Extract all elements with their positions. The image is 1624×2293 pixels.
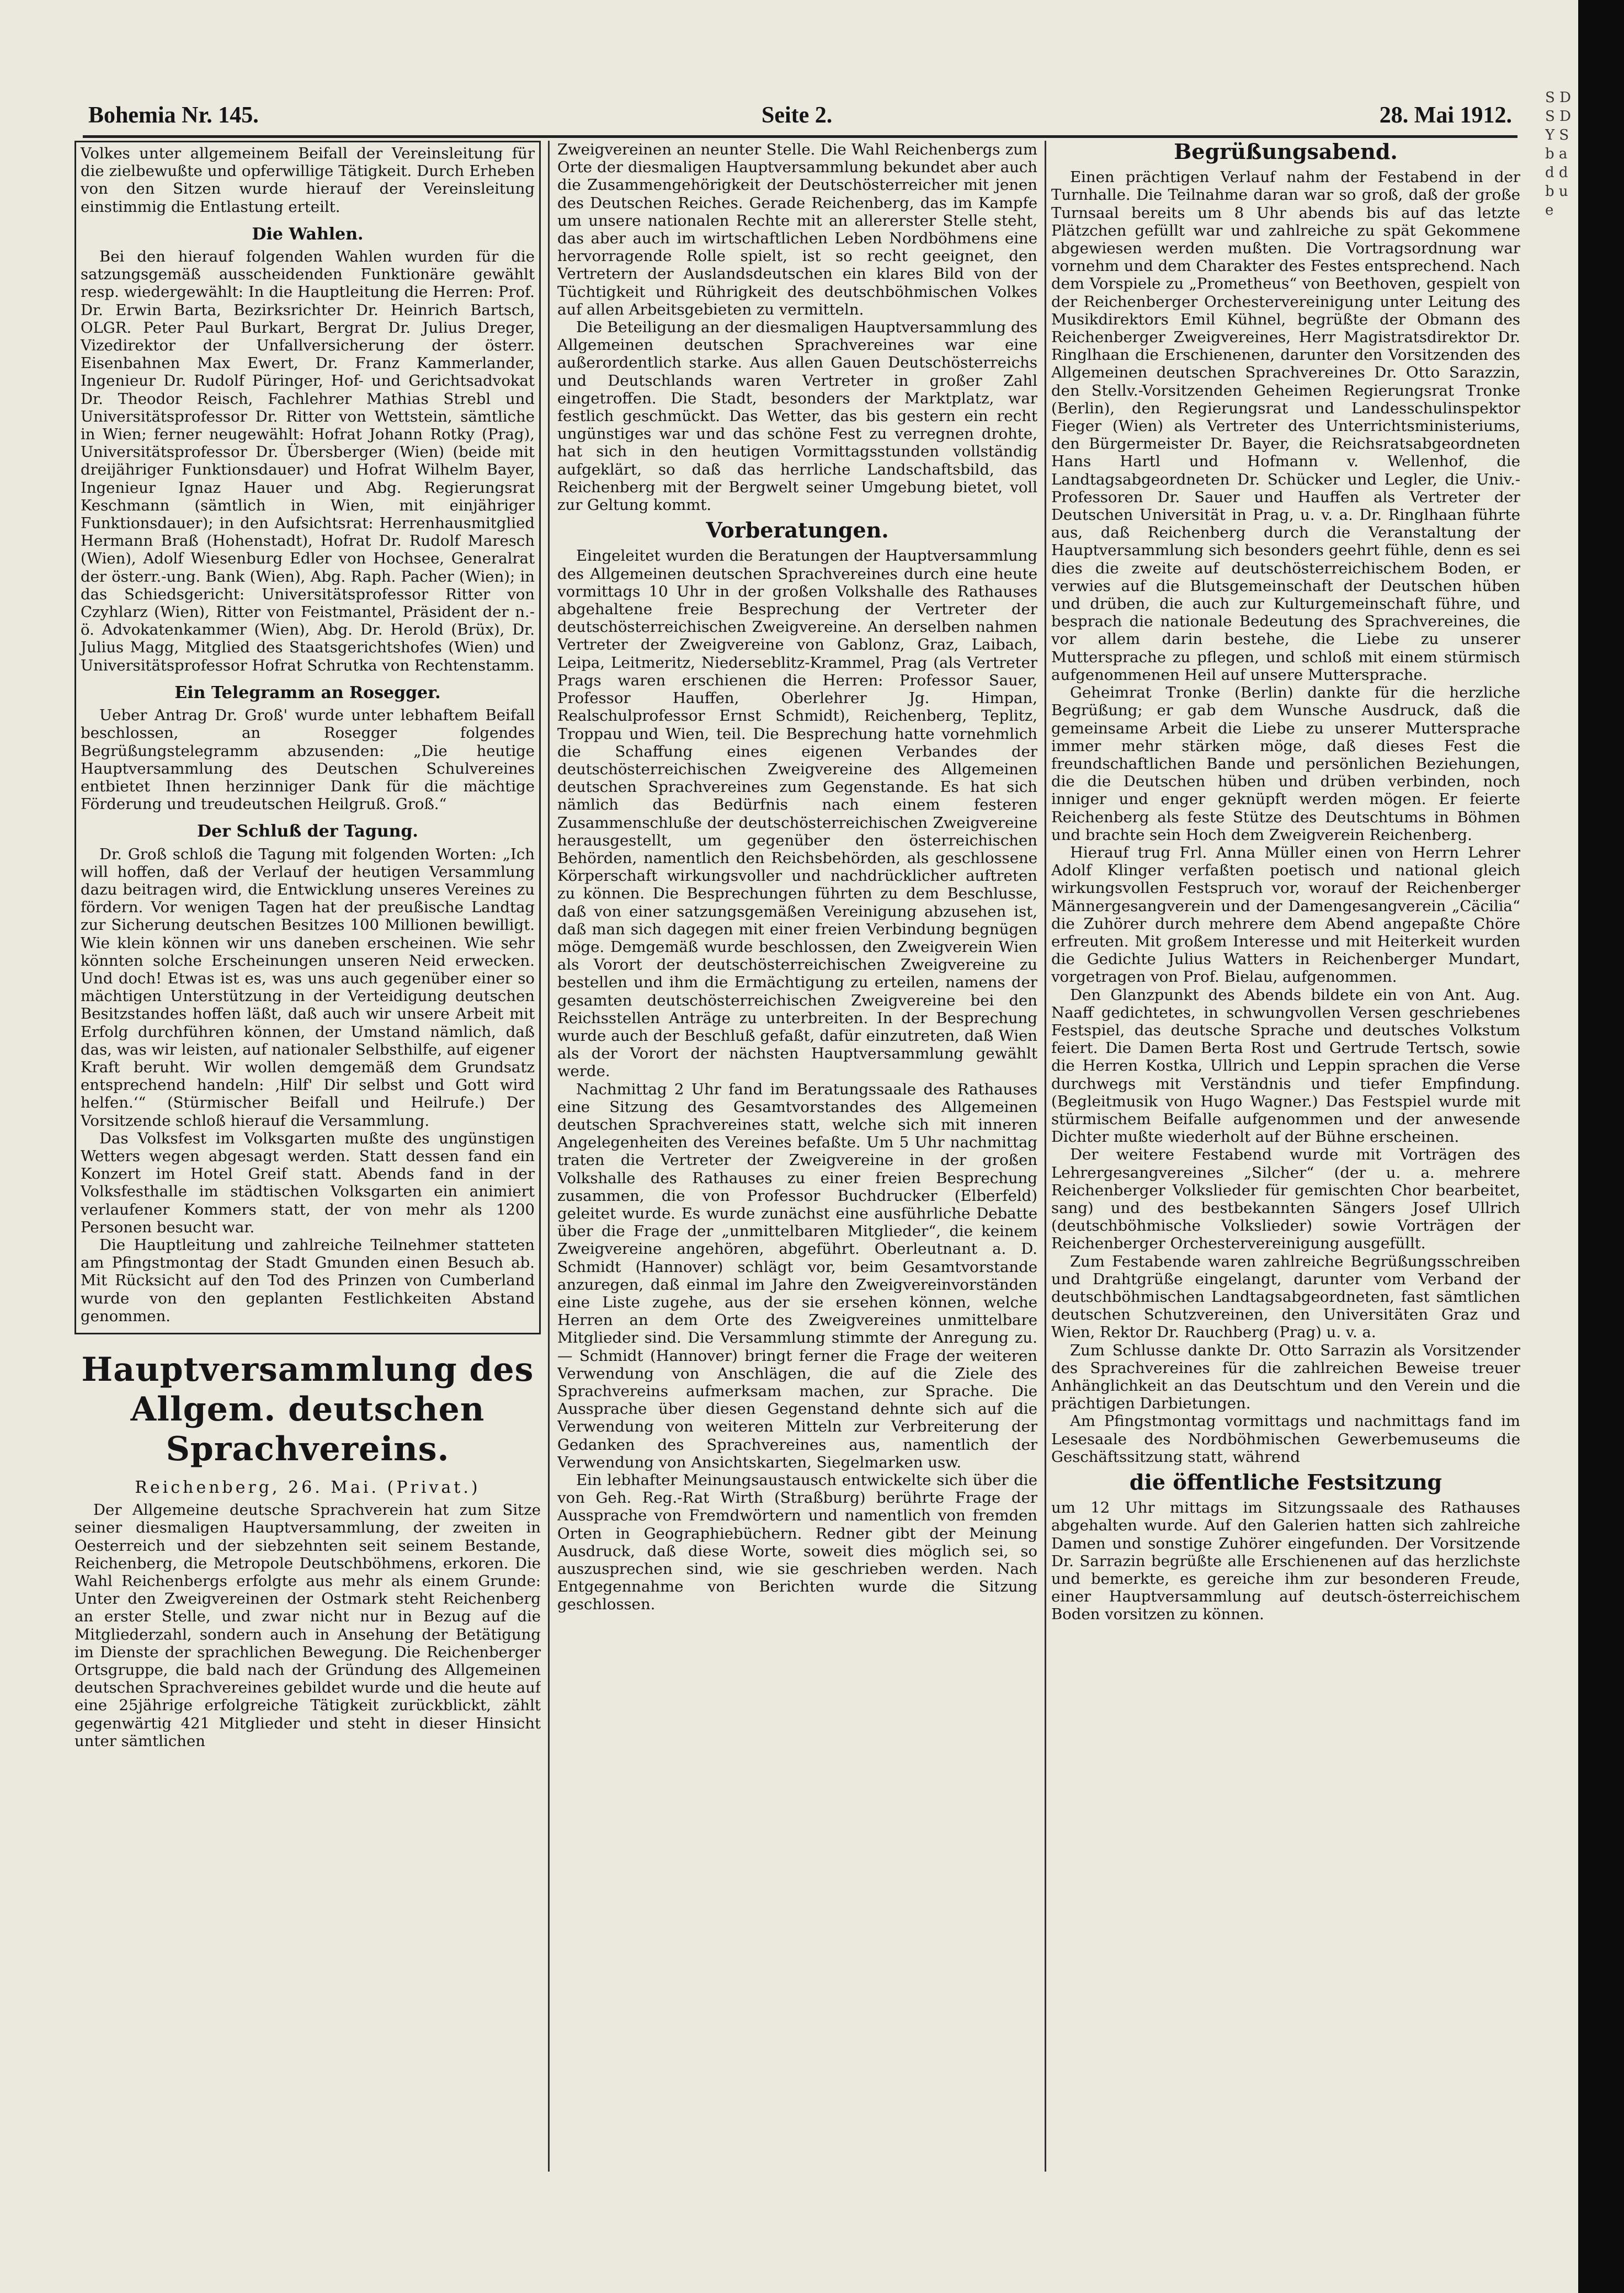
paragraph: Der weitere Festabend wurde mit Vorträgen des Lehrergesangvereines „Silcher“ (der u. a. mehrere Reichenberger Volkslieder für gemischten Chor bearbeitet, sang) und des bestbekannten Sängers Josef Ullrich (deutschböhmische Volkslieder) sowie Vorträgen der Reichenberger Orchestervereinigung ausgefüllt. bbox=[1051, 1146, 1520, 1253]
paragraph: Zum Festabende waren zahlreiche Begrüßungsschreiben und Drahtgrüße eingelangt, darunter vom Verband der deutschböhmischen Landtagsabgeordneten, fast sämtlichen deutschen Schutzvereinen, den Universitäten Graz und Wien, Rektor Dr. Rauchberg (Prag) u. v. a. bbox=[1051, 1252, 1520, 1342]
paragraph: Nachmittag 2 Uhr fand im Beratungssaale des Rathauses eine Sitzung des Gesamtvorstandes des Allgemeinen deutschen Sprachvereines statt, welche sich mit inneren Angelegenheiten des Vereines befaßte. Um 5 Uhr nachmittag traten die Vertreter der Zweigvereine in der großen Volkshalle des Rathauses zu einer freien Besprechung zusammen, die von Professor Buchdrucker (Elberfeld) geleitet wurde. Es wurde zunächst eine ausführliche Debatte über die Frage der „unmittelbaren Mitglieder“, die keinem Zweigvereine angehören, abgeführt. Oberleutnant a. D. Schmidt (Hannover) schlägt vor, beim Gesamtvorstande anzuregen, daß einmal im Jahre den Zweigvereinvorständen eine Liste zugehe, aus der sie ersehen können, welche Herren an dem Orte des Zweigvereines unmittelbare Mitglieder sind. Die Versammlung stimmte der Anregung zu. — Schmidt (Hannover) bringt ferner die Frage der weiteren Verwendung von Anschlägen, die auf die Ziele des Sprachvereins aufmerksam machen, zur Sprache. Die Aussprache über diesen Gegenstand dehnte sich auf die Verwendung von weiteren Mitteln zur Verbreiterung der Gedanken des Sprachvereines aus, namentlich der Verwendung von Ansichtskarten, Siegelmarken usw. bbox=[557, 1080, 1037, 1471]
section-heading-festsitzung: die öffentliche Festsitzung bbox=[1129, 1470, 1442, 1495]
paragraph: Ueber Antrag Dr. Groß' wurde unter lebhaftem Beifall beschlossen, an Rosegger folgendes Begrüßungstelegramm abzusenden: „Die heutige Hauptversammlung des Deutschen Schulvereines entbietet Ihnen herzinniger Dank für die mächtige Förderung und treudeutschen Heilgruß. Groß.“ bbox=[81, 706, 535, 813]
paragraph: Hierauf trug Frl. Anna Müller einen von Herrn Lehrer Adolf Klinger verfaßten poetisch und national gleich wirkungsvollen Festspruch vor, worauf der Reichenberger Männergesangverein und der Damengesangverein „Cäcilia“ die Zuhörer durch mehrere dem Abend angepaßte Chöre erfreuten. Mit großem Interesse und mit Heiterkeit wurden die Gedichte Julius Watters in Reichenberger Mundart, vorgetragen von Prof. Bielau, aufgenommen. bbox=[1051, 843, 1520, 986]
article-title: Hauptversammlung des Allgem. deutschen Sprachvereins. bbox=[81, 1350, 534, 1469]
paragraph: Einen prächtigen Verlauf nahm der Festabend in der Turnhalle. Die Teilnahme daran war so groß, daß der große Turnsaal bereits um 8 Uhr abends bis auf das letzte Plätzchen gefüllt war und zahlreiche zu spät Gekommene abgewiesen werden mußten. Die Vortragsordnung war vornehm und dem Charakter des Festes entsprechend. Nach dem Vorspiele zu „Prometheus“ von Beethoven, gespielt von der Reichenberger Orchestervereinigung unter Leitung des Musikdirektors Emil Kühnel, begrüßte der Obmann des Reichenberger Zweigvereines, Herr Magistratsdirektor Dr. Ringlhaan die Erschienenen, darunter den Vorsitzenden des Allgemeinen deutschen Sprachvereines Dr. Otto Sarazzin, den Stellv.-Vorsitzenden Geheimen Regierungsrat Tronke (Berlin), den Regierungsrat und Landesschulinspektor Fieger (Wien) als Vertreter des Unterrichtsministeriums, den Bürgermeister Dr. Bayer, die Reichsratsabgeordneten Hans Hartl und Hofmann v. Wellenhof, die Landtagsabgeordneten Dr. Schücker und Legler, die Univ.-Professoren Dr. Sauer und Hauffen als Vertreter der Deutschen Universität in Prag, u. v. a. Dr. Ringlhaan führte aus, daß Reichenberg durch die Veranstaltung der Hauptversammlung sich besonders geehrt fühle, denn es sei dies die zweite auf deutschösterreichischem Boden, er verwies auf die Blutsgemeinschaft der Deutschen hüben und drüben, die auch zur Kulturgemeinschaft führe, und besprach die nationale Bedeutung des Sprachvereines, die vor allem darin bestehe, die Liebe zu unserer Muttersprache zu pflegen, und schloß mit einem stürmisch aufgenommenen Heil auf unsere Muttersprache. bbox=[1051, 168, 1520, 684]
section-heading-schluss: Der Schluß der Tagung. bbox=[197, 822, 418, 842]
column-3 bbox=[1051, 141, 1520, 2238]
paragraph: Das Volksfest im Volksgarten mußte des ungünstigen Wetters wegen abgesagt werden. Statt dessen fand ein Konzert im Hotel Greif statt. Abends fand in der Volksfesthalle im städtischen Volksgarten ein animiert verlaufener Kommers statt, der von mehr als 1200 Personen besucht war. bbox=[81, 1129, 535, 1236]
paragraph: Volkes unter allgemeinem Beifall der Vereinsleitung für die zielbewußte und opferwillige Tätigkeit. Durch Erheben von den Sitzen wurde hierauf der Vereinsleitung einstimmig die Entlastung erteilt. bbox=[81, 145, 535, 216]
column-rule-2 bbox=[1045, 141, 1046, 2172]
paragraph: um 12 Uhr mittags im Sitzungssaale des Rathauses abgehalten wurde. Auf den Galerien hatten sich zahlreiche Damen und sonstige Zuhörer eingefunden. Der Vorsitzende Dr. Sarrazin begrüßte alle Erschienenen auf das herzlichste und bemerkte, es gereiche ihm zur besonderen Freude, einer Hauptversammlung auf deutsch-österreichischem Boden vorsitzen zu können. bbox=[1051, 1499, 1520, 1624]
paragraph: Zum Schlusse dankte Dr. Otto Sarrazin als Vorsitzender des Sprachvereines für die zahlreichen Beweise treuer Anhänglichkeit an das Deutschtum und den Verein und die prächtigen Darbietungen. bbox=[1051, 1341, 1520, 1413]
adjacent-page-edge-text: S D S D Y S b a d d b u e bbox=[1545, 89, 1571, 219]
column-1 bbox=[74, 141, 541, 2238]
scan-edge bbox=[1578, 0, 1624, 2293]
section-heading-begruessungsabend: Begrüßungsabend. bbox=[1174, 141, 1398, 164]
paragraph: Die Hauptleitung und zahlreiche Teilnehmer statteten am Pfingstmontag der Stadt Gmunden einen Besuch ab. Mit Rücksicht auf den Tod des Prinzen von Cumberland wurde von den geplanten Festlichkeiten Abstand genommen. bbox=[81, 1236, 535, 1325]
header-paper-issue: Bohemia Nr. 145. bbox=[88, 103, 259, 128]
paragraph: Die Beteiligung an der diesmaligen Hauptversammlung des Allgemeinen deutschen Sprachvereines war eine außerordentlich starke. Aus allen Gauen Deutschösterreichs und Deutschlands waren Vertreter in großer Zahl eingetroffen. Die Stadt, besonders der Marktplatz, war festlich geschmückt. Das Wetter, das bis gestern ein recht ungünstiges war und das schöne Fest zu verregnen drohte, hat sich in den heutigen Vormittagsstunden vollständig aufgeklärt, so daß das herrliche Landschaftsbild, das Reichenberg mit der Bergwelt seiner Umgebung bietet, voll zur Geltung kommt. bbox=[557, 318, 1037, 514]
paragraph: Bei den hierauf folgenden Wahlen wurden für die satzungsgemäß ausscheidenden Funktionäre gewählt resp. wiedergewählt: In die Hauptleitung die Herren: Prof. Dr. Erwin Barta, Bezirksrichter Dr. Heinrich Bartsch, OLGR. Peter Paul Burkart, Bergrat Dr. Julius Dreger, Vizedirektor der Unfallversicherung der österr. Eisenbahnen Max Ewert, Dr. Franz Kammerlander, Ingenieur Dr. Rudolf Püringer, Hof- und Gerichtsadvokat Dr. Theodor Reisch, Fachlehrer Mathias Strebl und Universitätsprofessor Dr. Ritter von Wettstein, sämtliche in Wien; ferner neugewählt: Hofrat Johann Rotky (Prag), Universitätsprofessor Dr. Übersberger (Wien) (beide mit dreijähriger Funktionsdauer) und Hofrat Wilhelm Bayer, Ingenieur Ignaz Hauer und Abg. Regierungsrat Keschmann (sämtlich in Wien, mit einjähriger Funktionsdauer); in den Aufsichtsrat: Herrenhausmitglied Hermann Braß (Hohenstadt), Hofrat Dr. Rudolf Maresch (Wien), Adolf Wiesenburg Edler von Hochsee, Generalrat der österr.-ung. Bank (Wien), Abg. Raph. Pacher (Wien); in das Schiedsgericht: Universitätsprofessor Ritter von Czyhlarz (Wien), Ritter von Feistmantel, Präsident der n.-ö. Advokatenkammer (Wien), Abg. Dr. Herold (Brüx), Dr. Julius Magg, Mitglied des Staatsgerichtshofes (Wien) und Universitätsprofessor Hofrat Schrutka von Rechtenstamm. bbox=[81, 248, 535, 674]
schulverein-report-box bbox=[74, 141, 541, 1334]
article-dateline: Reichenberg, 26. Mai. (Privat.) bbox=[135, 1478, 481, 1497]
paragraph: Der Allgemeine deutsche Sprachverein hat zum Sitze seiner diesmaligen Hauptversammlung, der zweiten in Oesterreich und der siebzehnten seit seinem Bestande, Reichenberg, die Metropole Deutschböhmens, erkoren. Die Wahl Reichenbergs erfolgte aus mehr als einem Grunde: Unter den Zweigvereinen der Ostmark steht Reichenberg an erster Stelle, und zwar nicht nur in Bezug auf die Mitgliederzahl, sondern auch in Ansehung der Betätigung im Dienste der sprachlichen Bewegung. Die Reichenberger Ortsgruppe, die bald nach der Gründung des Allgemeinen deutschen Sprachvereines gebildet wurde und die heute auf eine 25jährige erfolgreiche Tätigkeit zurückblickt, zählt gegenwärtig 421 Mitglieder und steht in dieser Hinsicht unter sämtlichen bbox=[74, 1501, 541, 1750]
column-rule-1 bbox=[548, 141, 550, 2172]
column-2 bbox=[557, 141, 1037, 2238]
paragraph: Den Glanzpunkt des Abends bildete ein von Ant. Aug. Naaff gedichtetes, in schwungvollen Versen geschriebenes Festspiel, das deutsche Sprache und deutsches Volkstum feiert. Die Damen Berta Rost und Gertrude Tertsch, sowie die Herren Kostka, Ullrich und Leppin sprachen die Verse durchwegs mit Verständnis und tiefer Empfindung. (Begleitmusik von Hugo Wagner.) Das Festspiel wurde mit stürmischem Beifalle aufgenommen und der anwesende Dichter mußte wiederholt auf der Bühne erscheinen. bbox=[1051, 986, 1520, 1146]
section-heading-wahlen: Die Wahlen. bbox=[252, 224, 364, 244]
section-heading-vorberatungen: Vorberatungen. bbox=[706, 518, 889, 543]
paragraph: Dr. Groß schloß die Tagung mit folgenden Worten: „Ich will hoffen, daß der Verlauf der heutigen Versammlung dazu beitragen wird, die Entwicklung unseres Vereines zu fördern. Vor wenigen Tagen hat der preußische Landtag zur Sicherung deutschen Besitzes 100 Millionen bewilligt. Wie klein können wir uns daneben erscheinen. Wie sehr könnten solche Erscheinungen unseren Neid erwecken. Und doch! Etwas ist es, was uns auch gegenüber einer so mächtigen Unterstützung in der Verteidigung deutschen Besitzstandes hoffen läßt, daß auch wir unsere Arbeit mit Erfolg durchführen können, der Umstand nämlich, daß das, was wir leisten, auf nationaler Selbsthilfe, auf eigener Kraft beruht. Wir wollen demgemäß dem Grundsatz entsprechend handeln: ‚Hilf' Dir selbst und Gott wird helfen.‘“ (Stürmischer Beifall und Heilrufe.) Der Vorsitzende schloß hierauf die Versammlung. bbox=[81, 845, 535, 1130]
paragraph: Ein lebhafter Meinungsaustausch entwickelte sich über die von Geh. Reg.-Rat Wirth (Straßburg) berührte Frage der Aussprache von Fremdwörtern und namentlich von fremden Orten in Geographiebüchern. Redner gibt der Meinung Ausdruck, daß diese Worte, soweit dies möglich sei, so auszusprechen sind, wie sie geschrieben werden. Nach Entgegennahme von Berichten wurde die Sitzung geschlossen. bbox=[557, 1471, 1037, 1614]
header-page-number: Seite 2. bbox=[762, 103, 833, 128]
page-header bbox=[83, 102, 1517, 138]
paragraph: Zweigvereinen an neunter Stelle. Die Wahl Reichenbergs zum Orte der diesmaligen Hauptversammlung bekundet aber auch die Zusammengehörigkeit der Deutschösterreicher mit jenen des Deutschen Reiches. Gerade Reichenberg, das im Kampfe um unsere nationalen Rechte mit an allererster Stelle steht, das aber auch im wirtschaftlichen Leben Nordböhmens eine hervorragende Rolle spielt, ist so recht geeignet, den Vertretern der Auslandsdeutschen ein klares Bild von der Tüchtigkeit und Rührigkeit des deutschböhmischen Volkes auf allen Arbeitsgebieten zu vermitteln. bbox=[557, 141, 1037, 318]
header-date: 28. Mai 1912. bbox=[1379, 103, 1512, 128]
section-heading-telegramm: Ein Telegramm an Rosegger. bbox=[174, 683, 441, 703]
paragraph: Am Pfingstmontag vormittags und nachmittags fand im Lesesaale des Nordböhmischen Gewerbemuseums die Geschäftssitzung statt, während bbox=[1051, 1412, 1520, 1466]
paragraph: Geheimrat Tronke (Berlin) dankte für die herzliche Begrüßung; er gab dem Wunsche Ausdruck, daß die gemeinsame Arbeit die Liebe zu unserer Muttersprache immer mehr stärken möge, daß dieses Fest die freundschaftlichen Bande und persönlichen Beziehungen, die die Deutschen hüben und drüben verbinden, noch inniger und enger geknüpft werden mögen. Er feierte Reichenberg als feste Stütze des Deutschtums in Böhmen und brachte sein Hoch dem Zweigverein Reichenberg. bbox=[1051, 684, 1520, 844]
paragraph: Eingeleitet wurden die Beratungen der Hauptversammlung des Allgemeinen deutschen Sprachvereines durch eine heute vormittags 10 Uhr in der großen Volkshalle des Rathauses abgehaltene freie Besprechung der Vertreter der deutschösterreichischen Zweigvereine. An derselben nahmen Vertreter der Zweigvereine von Gablonz, Graz, Laibach, Leipa, Leitmeritz, Niederseblitz-Krammel, Prag (als Vertreter Prags waren erschienen die Herren: Professor Sauer, Professor Hauffen, Oberlehrer Jg. Himpan, Realschulprofessor Ernst Schmidt), Reichenberg, Teplitz, Troppau und Wien, teil. Die Besprechung hatte vornehmlich die Schaffung eines eigenen Verbandes der deutschösterreichischen Zweigvereine des Allgemeinen deutschen Sprachvereines zum Gegenstande. Es hat sich nämlich das Bedürfnis nach einem festeren Zusammenschluße der deutschösterreichischen Zweigvereine herausgestellt, um gegenüber den österreichischen Behörden, namentlich den Reichsbehörden, als geschlossene Körperschaft wirkungsvoller und nachdrücklicher auftreten zu können. Die Besprechungen führten zu dem Beschlusse, daß von einer satzungsgemäßen Vereinigung abzusehen ist, daß man sich dagegen mit einer freien Verbindung begnügen möge. Demgemäß wurde beschlossen, den Zweigverein Wien als Vorort der deutschösterreichischen Zweigvereine zu bestellen und ihm die Ermächtigung zu erteilen, namens der gesamten deutschösterreichischen Zweigvereine bei den Reichsstellen Anträge zu unterbreiten. In der Besprechung wurde auch der Beschluß gefaßt, dafür einzutreten, daß Wien als der Vorort der nächsten Hauptversammlung gewählt werde. bbox=[557, 547, 1037, 1081]
